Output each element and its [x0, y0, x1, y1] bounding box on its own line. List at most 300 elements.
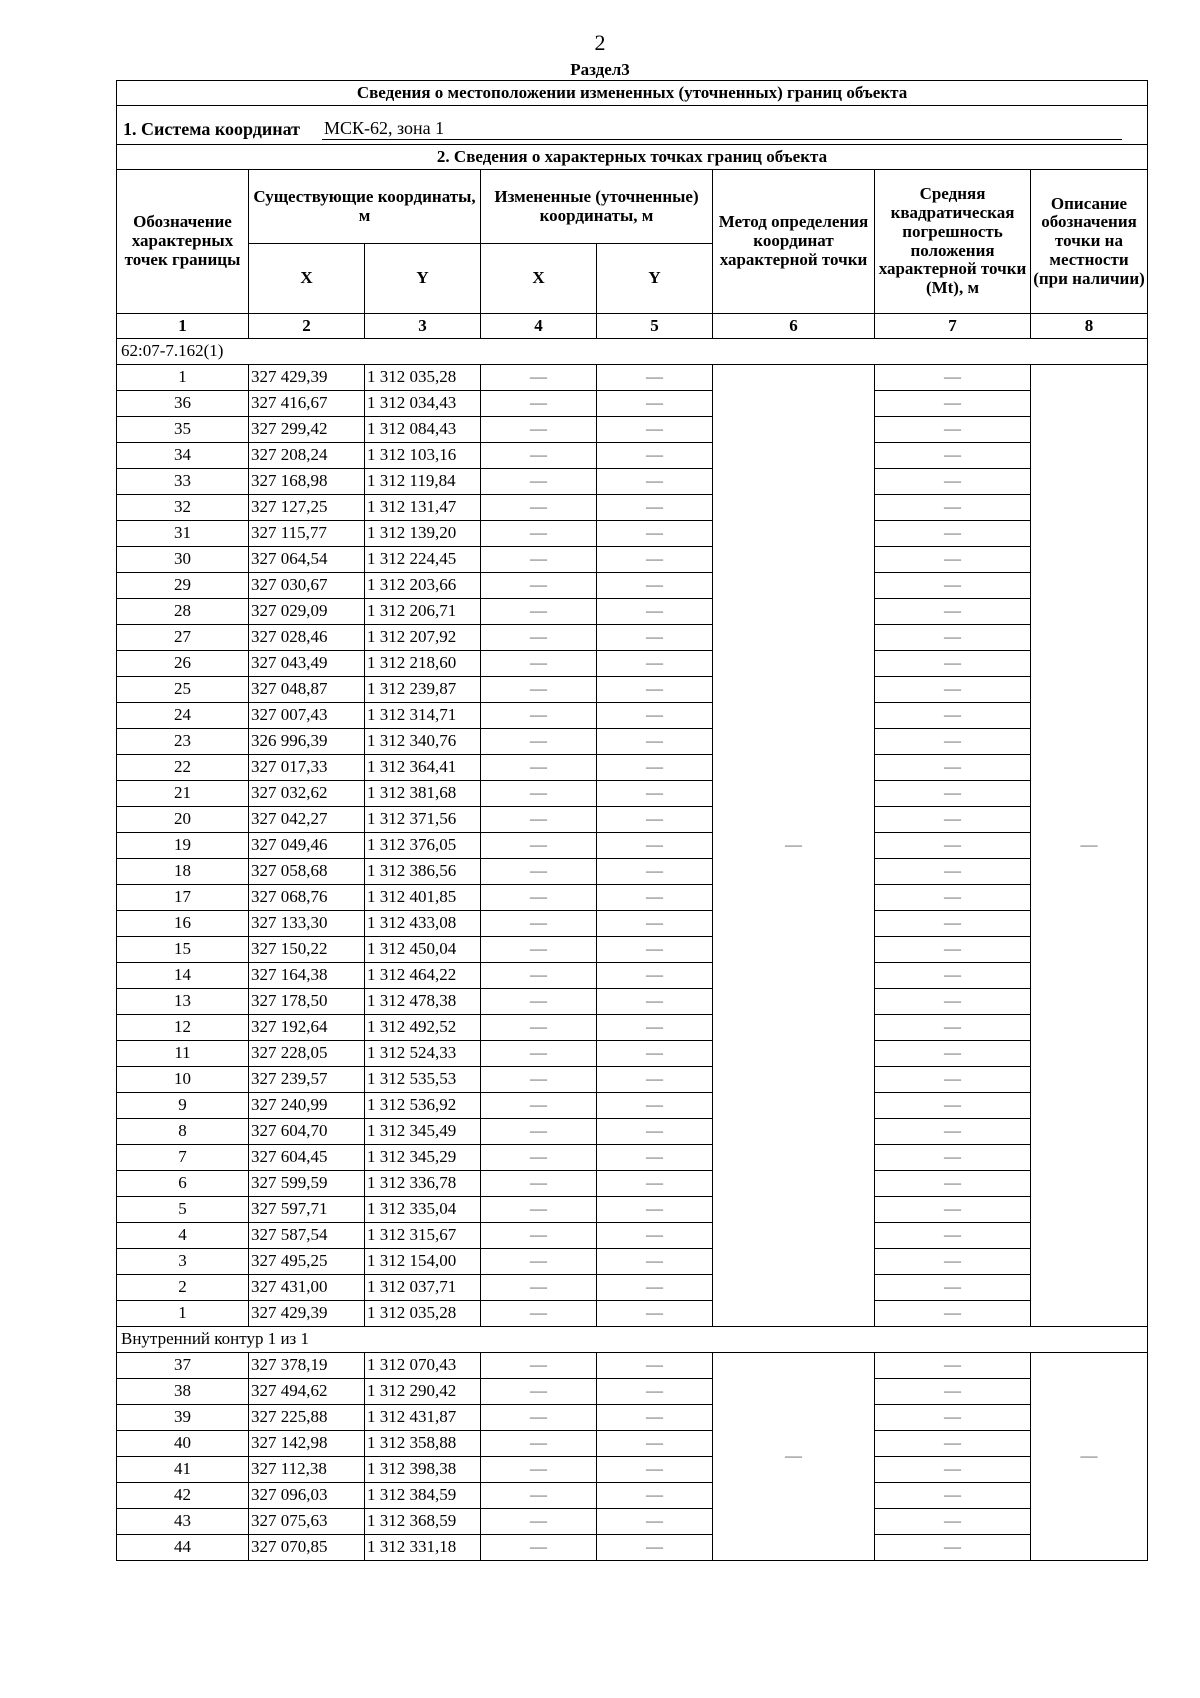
existing-y: 1 312 386,56 — [365, 859, 481, 885]
existing-x: 327 142,98 — [249, 1431, 365, 1457]
changed-y: — — [597, 495, 713, 521]
mean-square-error: — — [875, 625, 1031, 651]
changed-x: — — [481, 625, 597, 651]
changed-y: — — [597, 443, 713, 469]
existing-y: 1 312 335,04 — [365, 1197, 481, 1223]
changed-y: — — [597, 963, 713, 989]
mean-square-error: — — [875, 781, 1031, 807]
mean-square-error: — — [875, 365, 1031, 391]
mean-square-error: — — [875, 677, 1031, 703]
table-row — [117, 391, 1148, 417]
table-row — [117, 703, 1148, 729]
point-number: 22 — [117, 755, 249, 781]
changed-y: — — [597, 677, 713, 703]
mean-square-error: — — [875, 1223, 1031, 1249]
point-number: 13 — [117, 989, 249, 1015]
table-row — [117, 1119, 1148, 1145]
existing-x: 327 239,57 — [249, 1067, 365, 1093]
point-number: 4 — [117, 1223, 249, 1249]
existing-x: 327 494,62 — [249, 1379, 365, 1405]
changed-x: — — [481, 1093, 597, 1119]
existing-x: 327 028,46 — [249, 625, 365, 651]
changed-x: — — [481, 989, 597, 1015]
changed-x: — — [481, 1171, 597, 1197]
existing-y: 1 312 336,78 — [365, 1171, 481, 1197]
mean-square-error: — — [875, 729, 1031, 755]
table-row — [117, 1405, 1148, 1431]
point-number: 21 — [117, 781, 249, 807]
existing-x: 327 429,39 — [249, 365, 365, 391]
changed-y: — — [597, 469, 713, 495]
group-header-row — [117, 339, 1148, 365]
point-number: 40 — [117, 1431, 249, 1457]
changed-y: — — [597, 391, 713, 417]
column-number: 4 — [481, 314, 597, 339]
point-number: 17 — [117, 885, 249, 911]
point-number: 9 — [117, 1093, 249, 1119]
changed-y: — — [597, 833, 713, 859]
changed-y: — — [597, 989, 713, 1015]
existing-x: 327 225,88 — [249, 1405, 365, 1431]
mean-square-error: — — [875, 1067, 1031, 1093]
changed-x: — — [481, 573, 597, 599]
existing-x: 327 240,99 — [249, 1093, 365, 1119]
header-changed-x: X — [481, 244, 597, 314]
point-number: 16 — [117, 911, 249, 937]
table-title: Сведения о местоположении измененных (уточненных) границ объекта — [117, 81, 1148, 106]
existing-y: 1 312 535,53 — [365, 1067, 481, 1093]
mean-square-error: — — [875, 911, 1031, 937]
existing-y: 1 312 239,87 — [365, 677, 481, 703]
existing-x: 327 007,43 — [249, 703, 365, 729]
existing-x: 327 017,33 — [249, 755, 365, 781]
existing-y: 1 312 524,33 — [365, 1041, 481, 1067]
mean-square-error: — — [875, 1535, 1031, 1561]
point-number: 14 — [117, 963, 249, 989]
existing-y: 1 312 536,92 — [365, 1093, 481, 1119]
existing-y: 1 312 381,68 — [365, 781, 481, 807]
table-row — [117, 599, 1148, 625]
mean-square-error: — — [875, 807, 1031, 833]
column-number: 7 — [875, 314, 1031, 339]
existing-y: 1 312 139,20 — [365, 521, 481, 547]
header-method: Метод определения координат характерной точки — [713, 170, 875, 314]
existing-y: 1 312 154,00 — [365, 1249, 481, 1275]
table-row — [117, 1015, 1148, 1041]
changed-y: — — [597, 1301, 713, 1327]
table-row — [117, 417, 1148, 443]
table-row — [117, 365, 1148, 391]
point-number: 15 — [117, 937, 249, 963]
method-merged: — — [713, 1353, 875, 1561]
mean-square-error: — — [875, 521, 1031, 547]
method-merged: — — [713, 365, 875, 1327]
existing-y: 1 312 345,29 — [365, 1145, 481, 1171]
table-row — [117, 547, 1148, 573]
mean-square-error: — — [875, 859, 1031, 885]
changed-x: — — [481, 1015, 597, 1041]
point-number: 1 — [117, 1301, 249, 1327]
existing-x: 327 115,77 — [249, 521, 365, 547]
existing-y: 1 312 314,71 — [365, 703, 481, 729]
mean-square-error: — — [875, 1483, 1031, 1509]
existing-x: 327 587,54 — [249, 1223, 365, 1249]
point-number: 44 — [117, 1535, 249, 1561]
point-number: 24 — [117, 703, 249, 729]
mean-square-error: — — [875, 1041, 1031, 1067]
changed-x: — — [481, 729, 597, 755]
changed-x: — — [481, 417, 597, 443]
existing-x: 327 112,38 — [249, 1457, 365, 1483]
changed-y: — — [597, 755, 713, 781]
table-row — [117, 443, 1148, 469]
existing-y: 1 312 433,08 — [365, 911, 481, 937]
changed-x: — — [481, 859, 597, 885]
changed-x: — — [481, 1483, 597, 1509]
changed-y: — — [597, 729, 713, 755]
mean-square-error: — — [875, 1431, 1031, 1457]
existing-x: 327 495,25 — [249, 1249, 365, 1275]
mean-square-error: — — [875, 1249, 1031, 1275]
mean-square-error: — — [875, 547, 1031, 573]
existing-x: 327 192,64 — [249, 1015, 365, 1041]
table-row — [117, 651, 1148, 677]
point-number: 18 — [117, 859, 249, 885]
changed-x: — — [481, 1301, 597, 1327]
description-merged: — — [1031, 1353, 1148, 1561]
point-number: 10 — [117, 1067, 249, 1093]
changed-x: — — [481, 937, 597, 963]
changed-x: — — [481, 781, 597, 807]
changed-x: — — [481, 1275, 597, 1301]
existing-y: 1 312 492,52 — [365, 1015, 481, 1041]
point-number: 33 — [117, 469, 249, 495]
changed-y: — — [597, 937, 713, 963]
changed-x: — — [481, 1405, 597, 1431]
changed-y: — — [597, 651, 713, 677]
changed-y: — — [597, 1223, 713, 1249]
mean-square-error: — — [875, 599, 1031, 625]
existing-y: 1 312 364,41 — [365, 755, 481, 781]
point-number: 20 — [117, 807, 249, 833]
point-number: 39 — [117, 1405, 249, 1431]
changed-y: — — [597, 573, 713, 599]
changed-x: — — [481, 365, 597, 391]
existing-y: 1 312 037,71 — [365, 1275, 481, 1301]
changed-y: — — [597, 807, 713, 833]
existing-x: 327 604,45 — [249, 1145, 365, 1171]
table-row — [117, 885, 1148, 911]
table-row — [117, 781, 1148, 807]
mean-square-error: — — [875, 703, 1031, 729]
mean-square-error: — — [875, 1015, 1031, 1041]
table-row — [117, 1353, 1148, 1379]
header-existing-y: Y — [365, 244, 481, 314]
changed-y: — — [597, 521, 713, 547]
mean-square-error: — — [875, 1405, 1031, 1431]
changed-x: — — [481, 1197, 597, 1223]
mean-square-error: — — [875, 1509, 1031, 1535]
mean-square-error: — — [875, 1353, 1031, 1379]
mean-square-error: — — [875, 573, 1031, 599]
point-number: 42 — [117, 1483, 249, 1509]
point-number: 32 — [117, 495, 249, 521]
table-row — [117, 1535, 1148, 1561]
changed-x: — — [481, 599, 597, 625]
group-label: Внутренний контур 1 из 1 — [117, 1327, 1148, 1353]
changed-x: — — [481, 521, 597, 547]
existing-y: 1 312 384,59 — [365, 1483, 481, 1509]
coord-system-value: МСК-62, зона 1 — [322, 119, 1122, 140]
mean-square-error: — — [875, 833, 1031, 859]
existing-x: 327 029,09 — [249, 599, 365, 625]
table-row — [117, 1223, 1148, 1249]
table-row — [117, 963, 1148, 989]
point-number: 12 — [117, 1015, 249, 1041]
table-row — [117, 1171, 1148, 1197]
existing-x: 327 127,25 — [249, 495, 365, 521]
changed-x: — — [481, 391, 597, 417]
existing-y: 1 312 131,47 — [365, 495, 481, 521]
changed-x: — — [481, 1145, 597, 1171]
header-mean-square-error: Средняя квадратическая погрешность положения характерной точки (Mt), м — [875, 170, 1031, 314]
changed-x: — — [481, 1249, 597, 1275]
point-number: 43 — [117, 1509, 249, 1535]
existing-x: 327 416,67 — [249, 391, 365, 417]
existing-x: 327 032,62 — [249, 781, 365, 807]
point-number: 26 — [117, 651, 249, 677]
mean-square-error: — — [875, 885, 1031, 911]
table-row — [117, 1093, 1148, 1119]
changed-x: — — [481, 1509, 597, 1535]
table-row — [117, 1457, 1148, 1483]
table-row — [117, 807, 1148, 833]
changed-y: — — [597, 625, 713, 651]
existing-y: 1 312 119,84 — [365, 469, 481, 495]
changed-y: — — [597, 1015, 713, 1041]
mean-square-error: — — [875, 651, 1031, 677]
mean-square-error: — — [875, 1379, 1031, 1405]
changed-y: — — [597, 1431, 713, 1457]
existing-y: 1 312 070,43 — [365, 1353, 481, 1379]
page-number: 2 — [594, 30, 606, 55]
changed-x: — — [481, 469, 597, 495]
point-number: 34 — [117, 443, 249, 469]
changed-y: — — [597, 1249, 713, 1275]
changed-y: — — [597, 1379, 713, 1405]
changed-y: — — [597, 911, 713, 937]
mean-square-error: — — [875, 1197, 1031, 1223]
changed-y: — — [597, 1145, 713, 1171]
existing-y: 1 312 464,22 — [365, 963, 481, 989]
existing-y: 1 312 207,92 — [365, 625, 481, 651]
point-number: 31 — [117, 521, 249, 547]
existing-x: 327 133,30 — [249, 911, 365, 937]
mean-square-error: — — [875, 417, 1031, 443]
table-row — [117, 1301, 1148, 1327]
column-number: 3 — [365, 314, 481, 339]
existing-y: 1 312 218,60 — [365, 651, 481, 677]
existing-x: 326 996,39 — [249, 729, 365, 755]
table-row — [117, 1197, 1148, 1223]
header-changed-coords: Измененные (уточненные) координаты, м — [481, 170, 713, 244]
existing-x: 327 048,87 — [249, 677, 365, 703]
mean-square-error: — — [875, 1145, 1031, 1171]
header-point-designation: Обозначение характерных точек границы — [117, 170, 249, 314]
existing-x: 327 228,05 — [249, 1041, 365, 1067]
changed-y: — — [597, 599, 713, 625]
header-point-description: Описание обозначения точки на местности (при наличии) — [1031, 170, 1148, 314]
column-number: 1 — [117, 314, 249, 339]
existing-y: 1 312 203,66 — [365, 573, 481, 599]
changed-y: — — [597, 1041, 713, 1067]
existing-y: 1 312 368,59 — [365, 1509, 481, 1535]
existing-y: 1 312 331,18 — [365, 1535, 481, 1561]
point-number: 8 — [117, 1119, 249, 1145]
existing-x: 327 208,24 — [249, 443, 365, 469]
existing-y: 1 312 034,43 — [365, 391, 481, 417]
existing-y: 1 312 315,67 — [365, 1223, 481, 1249]
point-number: 25 — [117, 677, 249, 703]
coord-system-row — [117, 106, 1148, 145]
table-row — [117, 989, 1148, 1015]
point-number: 37 — [117, 1353, 249, 1379]
existing-y: 1 312 450,04 — [365, 937, 481, 963]
existing-x: 327 150,22 — [249, 937, 365, 963]
existing-y: 1 312 376,05 — [365, 833, 481, 859]
changed-y: — — [597, 547, 713, 573]
changed-x: — — [481, 755, 597, 781]
changed-x: — — [481, 885, 597, 911]
point-number: 38 — [117, 1379, 249, 1405]
table-row — [117, 495, 1148, 521]
changed-y: — — [597, 1535, 713, 1561]
changed-y: — — [597, 1093, 713, 1119]
group-label: 62:07-7.162(1) — [117, 339, 1148, 365]
changed-y: — — [597, 1275, 713, 1301]
changed-y: — — [597, 1171, 713, 1197]
existing-x: 327 070,85 — [249, 1535, 365, 1561]
coord-system-label: 1. Система координат — [123, 119, 300, 140]
mean-square-error: — — [875, 937, 1031, 963]
table-body — [117, 81, 1148, 1561]
existing-y: 1 312 345,49 — [365, 1119, 481, 1145]
table-row — [117, 1041, 1148, 1067]
table-row — [117, 1379, 1148, 1405]
existing-y: 1 312 431,87 — [365, 1405, 481, 1431]
section-label: Раздел3 — [570, 60, 630, 79]
changed-x: — — [481, 807, 597, 833]
mean-square-error: — — [875, 391, 1031, 417]
changed-y: — — [597, 781, 713, 807]
column-number: 5 — [597, 314, 713, 339]
table-row — [117, 937, 1148, 963]
existing-x: 327 431,00 — [249, 1275, 365, 1301]
existing-x: 327 604,70 — [249, 1119, 365, 1145]
changed-y: — — [597, 1353, 713, 1379]
mean-square-error: — — [875, 1457, 1031, 1483]
changed-x: — — [481, 1535, 597, 1561]
point-number: 29 — [117, 573, 249, 599]
changed-y: — — [597, 885, 713, 911]
changed-x: — — [481, 1457, 597, 1483]
mean-square-error: — — [875, 963, 1031, 989]
table-row — [117, 729, 1148, 755]
existing-y: 1 312 035,28 — [365, 365, 481, 391]
table-row — [117, 911, 1148, 937]
changed-x: — — [481, 651, 597, 677]
mean-square-error: — — [875, 443, 1031, 469]
table-row — [117, 1249, 1148, 1275]
existing-y: 1 312 401,85 — [365, 885, 481, 911]
table-row — [117, 677, 1148, 703]
point-number: 7 — [117, 1145, 249, 1171]
changed-y: — — [597, 365, 713, 391]
existing-y: 1 312 478,38 — [365, 989, 481, 1015]
table-row — [117, 1431, 1148, 1457]
point-number: 41 — [117, 1457, 249, 1483]
changed-x: — — [481, 1223, 597, 1249]
mean-square-error: — — [875, 755, 1031, 781]
existing-y: 1 312 371,56 — [365, 807, 481, 833]
existing-x: 327 068,76 — [249, 885, 365, 911]
point-number: 3 — [117, 1249, 249, 1275]
existing-x: 327 599,59 — [249, 1171, 365, 1197]
existing-y: 1 312 290,42 — [365, 1379, 481, 1405]
point-number: 6 — [117, 1171, 249, 1197]
existing-x: 327 299,42 — [249, 417, 365, 443]
point-number: 23 — [117, 729, 249, 755]
table-row — [117, 573, 1148, 599]
existing-y: 1 312 084,43 — [365, 417, 481, 443]
point-number: 30 — [117, 547, 249, 573]
changed-y: — — [597, 1119, 713, 1145]
table-row — [117, 521, 1148, 547]
table-row — [117, 755, 1148, 781]
existing-y: 1 312 103,16 — [365, 443, 481, 469]
table-row — [117, 469, 1148, 495]
column-number: 8 — [1031, 314, 1148, 339]
changed-x: — — [481, 1067, 597, 1093]
existing-x: 327 378,19 — [249, 1353, 365, 1379]
existing-x: 327 043,49 — [249, 651, 365, 677]
table-row — [117, 833, 1148, 859]
header-existing-coords: Существующие координаты, м — [249, 170, 481, 244]
mean-square-error: — — [875, 1093, 1031, 1119]
existing-x: 327 030,67 — [249, 573, 365, 599]
changed-y: — — [597, 1405, 713, 1431]
point-number: 28 — [117, 599, 249, 625]
existing-y: 1 312 340,76 — [365, 729, 481, 755]
existing-x: 327 042,27 — [249, 807, 365, 833]
mean-square-error: — — [875, 1275, 1031, 1301]
existing-y: 1 312 398,38 — [365, 1457, 481, 1483]
point-number: 35 — [117, 417, 249, 443]
changed-y: — — [597, 703, 713, 729]
changed-x: — — [481, 1119, 597, 1145]
table-row — [117, 1067, 1148, 1093]
table-row — [117, 1509, 1148, 1535]
mean-square-error: — — [875, 469, 1031, 495]
description-merged: — — [1031, 365, 1148, 1327]
changed-y: — — [597, 1067, 713, 1093]
existing-y: 1 312 206,71 — [365, 599, 481, 625]
changed-y: — — [597, 1483, 713, 1509]
group-header-row — [117, 1327, 1148, 1353]
existing-x: 327 049,46 — [249, 833, 365, 859]
point-number: 2 — [117, 1275, 249, 1301]
point-number: 36 — [117, 391, 249, 417]
